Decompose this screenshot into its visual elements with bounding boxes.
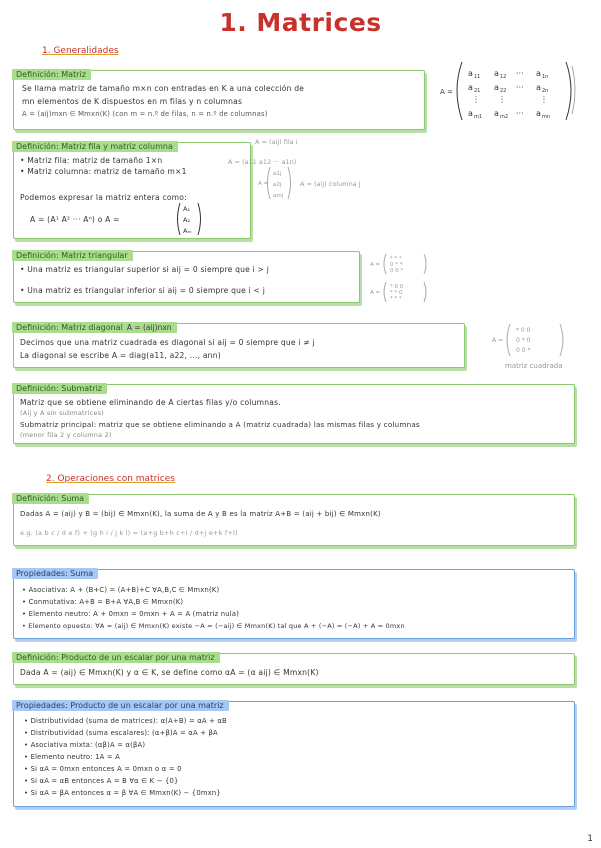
side-note: A = (aij) columna j (300, 180, 361, 188)
definition-line: • Matriz fila: matriz de tamaño 1×n (20, 156, 163, 165)
definition-box-producto-escalar (13, 653, 575, 685)
svg-text:a: a (494, 109, 499, 118)
definition-line: (Aij y A sin submatrices) (20, 409, 104, 417)
svg-text:a: a (468, 109, 473, 118)
definition-tag: Definición: Suma (12, 493, 89, 504)
svg-text:12: 12 (500, 74, 507, 80)
definition-line: • Una matriz es triangular superior si aij = 0 siempre que i > j (20, 265, 270, 274)
svg-text:mn: mn (542, 114, 551, 120)
svg-text:Aₘ: Aₘ (183, 227, 192, 235)
svg-text:⋮: ⋮ (498, 95, 506, 104)
svg-text:···: ··· (516, 83, 524, 92)
svg-text:11: 11 (474, 74, 481, 80)
svg-text:m2: m2 (500, 114, 509, 120)
definition-line: mn elementos de K dispuestos en m filas y n columnas (22, 97, 243, 106)
svg-text:A =: A = (492, 337, 504, 344)
svg-text:1n: 1n (542, 74, 549, 80)
definition-tag: Definición: Submatriz (12, 383, 107, 394)
svg-text:0 * *: 0 * * (390, 262, 403, 268)
svg-text:21: 21 (474, 88, 481, 94)
definition-line: Dadas A = (aij) y B = (bij) ∈ Mmxn(K), la suma de A y B es la matriz A+B = (aij + bij) ∈ Mmxn(K) (20, 510, 381, 518)
definition-tag: Definición: Matriz diagonal A = (aij)nxn (12, 322, 177, 333)
svg-text:A =: A = (370, 262, 381, 268)
general-matrix-figure (438, 54, 588, 126)
definition-line: e.g. (a b c / d e f) + (g h i / j k l) = (a+g b+h c+i / d+j e+k f+l) (20, 529, 238, 537)
svg-text:* * 0: * * 0 (390, 290, 403, 296)
tag-note: A = (aij)nxn (126, 323, 172, 332)
column-matrix-note (258, 165, 298, 203)
page-title: 1. Matrices (219, 8, 382, 37)
svg-text:⋮: ⋮ (472, 95, 480, 104)
definition-tag: Definición: Matriz (12, 69, 91, 80)
definition-tag: Definición: Matriz triangular (12, 250, 133, 261)
definition-line: Dada A = (aij) ∈ Mmxn(K) y α ∈ K, se define como αA = (α aij) ∈ Mmxn(K) (20, 668, 319, 677)
property-line: • Elemento opuesto: ∀A = (aij) ∈ Mmxn(K) existe −A = (−aij) ∈ Mmxn(K) tal que A + (−A) = (−A) + A = 0mxn (22, 622, 405, 630)
definition-line: Podemos expresar la matriz entera como: (20, 193, 187, 202)
definition-line: Matriz que se obtiene eliminando de A ciertas filas y/o columnas. (20, 398, 281, 407)
property-line: • Elemento neutro: 1A = A (24, 753, 120, 761)
svg-text:A₂: A₂ (183, 216, 191, 224)
svg-text:2n: 2n (542, 88, 549, 94)
svg-text:···: ··· (516, 109, 524, 118)
definition-line: Se llama matriz de tamaño m×n con entradas en K a una colección de (22, 84, 305, 93)
definition-line: Decimos que una matriz cuadrada es diagonal si aij = 0 siempre que i ≠ j (20, 338, 315, 347)
property-line: • Elemento neutro: A + 0mxn = 0mxn + A = A (matriz nula) (22, 610, 240, 618)
svg-text:a: a (494, 83, 499, 92)
property-line: • Asociativa: A + (B+C) = (A+B)+C ∀A,B,C ∈ Mmxn(K) (22, 586, 220, 594)
property-line: • Si αA = βA entonces α = β ∀A ∈ Mmxn(K) − {0mxn} (24, 789, 221, 797)
definition-tag: Definición: Matriz fila y matriz columna (12, 141, 178, 152)
section-heading-generalidades: 1. Generalidades (42, 46, 119, 56)
side-note: matriz cuadrada (505, 362, 563, 370)
svg-text:a: a (494, 69, 499, 78)
svg-text:0 0 *: 0 0 * (516, 347, 531, 354)
definition-box-fila-columna (13, 142, 251, 239)
svg-text:a: a (536, 109, 541, 118)
definition-box-submatriz (13, 384, 575, 444)
svg-text:A =: A = (258, 181, 269, 187)
properties-box-producto-escalar (13, 701, 575, 807)
svg-text:m1: m1 (474, 114, 483, 120)
definition-line: Submatriz principal: matriz que se obtiene eliminando a A (matriz cuadrada) las mismas filas y columnas (20, 420, 420, 429)
definition-tag: Definición: Producto de un escalar por una matriz (12, 652, 220, 663)
svg-text:A =: A = (440, 88, 453, 96)
definition-box-triangular (13, 251, 360, 303)
svg-text:* * *: * * * (390, 296, 402, 302)
svg-text:0 * 0: 0 * 0 (516, 337, 531, 344)
property-line: • Distributividad (suma de matrices): α(A+B) = αA + αB (24, 717, 227, 725)
properties-box-suma (13, 569, 575, 639)
definition-line: La diagonal se escribe A = diag(a11, a22, ..., ann) (20, 351, 221, 360)
property-line: • Asociativa mixta: (αβ)A = α(βA) (24, 741, 146, 749)
page-number: 1 (587, 834, 593, 844)
svg-text:0 0 *: 0 0 * (390, 268, 404, 274)
diagonal-matrix-example (488, 322, 578, 366)
svg-text:a: a (536, 69, 541, 78)
side-note: A = (aij) fila i (255, 138, 298, 146)
svg-text:* 0 0: * 0 0 (390, 284, 404, 290)
svg-text:a2j: a2j (273, 182, 282, 188)
svg-text:amj: amj (273, 193, 284, 199)
svg-text:⋮: ⋮ (540, 95, 548, 104)
triangular-matrix-examples (368, 252, 438, 308)
svg-text:a: a (468, 83, 473, 92)
column-vector-figure (174, 201, 204, 237)
svg-text:A =: A = (370, 290, 381, 296)
svg-text:A₁: A₁ (183, 205, 191, 213)
definition-line: A = (A¹ A² ··· Aⁿ) o A = (30, 215, 120, 224)
section-heading-operaciones: 2. Operaciones con matrices (46, 474, 175, 484)
definition-line: • Matriz columna: matriz de tamaño m×1 (20, 167, 187, 176)
svg-text:* 0 0: * 0 0 (516, 327, 531, 334)
definition-line: • Una matriz es triangular inferior si aij = 0 siempre que i < j (20, 286, 266, 295)
definition-box-matriz (13, 70, 425, 130)
definition-line: A = (aij)mxn ∈ Mmxn(K) (con m = n.º de filas, n = n.º de columnas) (22, 110, 268, 118)
property-line: • Conmutativa: A+B = B+A ∀A,B ∈ Mmxn(K) (22, 598, 184, 606)
svg-text:* * *: * * * (390, 256, 402, 262)
svg-text:···: ··· (516, 69, 524, 78)
svg-text:a: a (468, 69, 473, 78)
property-line: • Si αA = 0mxn entonces A = 0mxn o α = 0 (24, 765, 182, 773)
side-note: A = (a11 a12 ··· a1n) (228, 158, 297, 166)
svg-text:22: 22 (500, 88, 507, 94)
svg-text:a1j: a1j (273, 171, 282, 177)
definition-box-diagonal (13, 323, 465, 368)
properties-tag: Propiedades: Suma (12, 568, 98, 579)
definition-box-suma (13, 494, 575, 546)
definition-line: (menor fila 2 y columna 2) (20, 431, 112, 439)
properties-tag: Propiedades: Producto de un escalar por una matriz (12, 700, 229, 711)
property-line: • Distributividad (suma escalares): (α+β)A = αA + βA (24, 729, 218, 737)
svg-text:a: a (536, 83, 541, 92)
property-line: • Si αA = αB entonces A = B ∀α ∈ K − {0} (24, 777, 179, 785)
